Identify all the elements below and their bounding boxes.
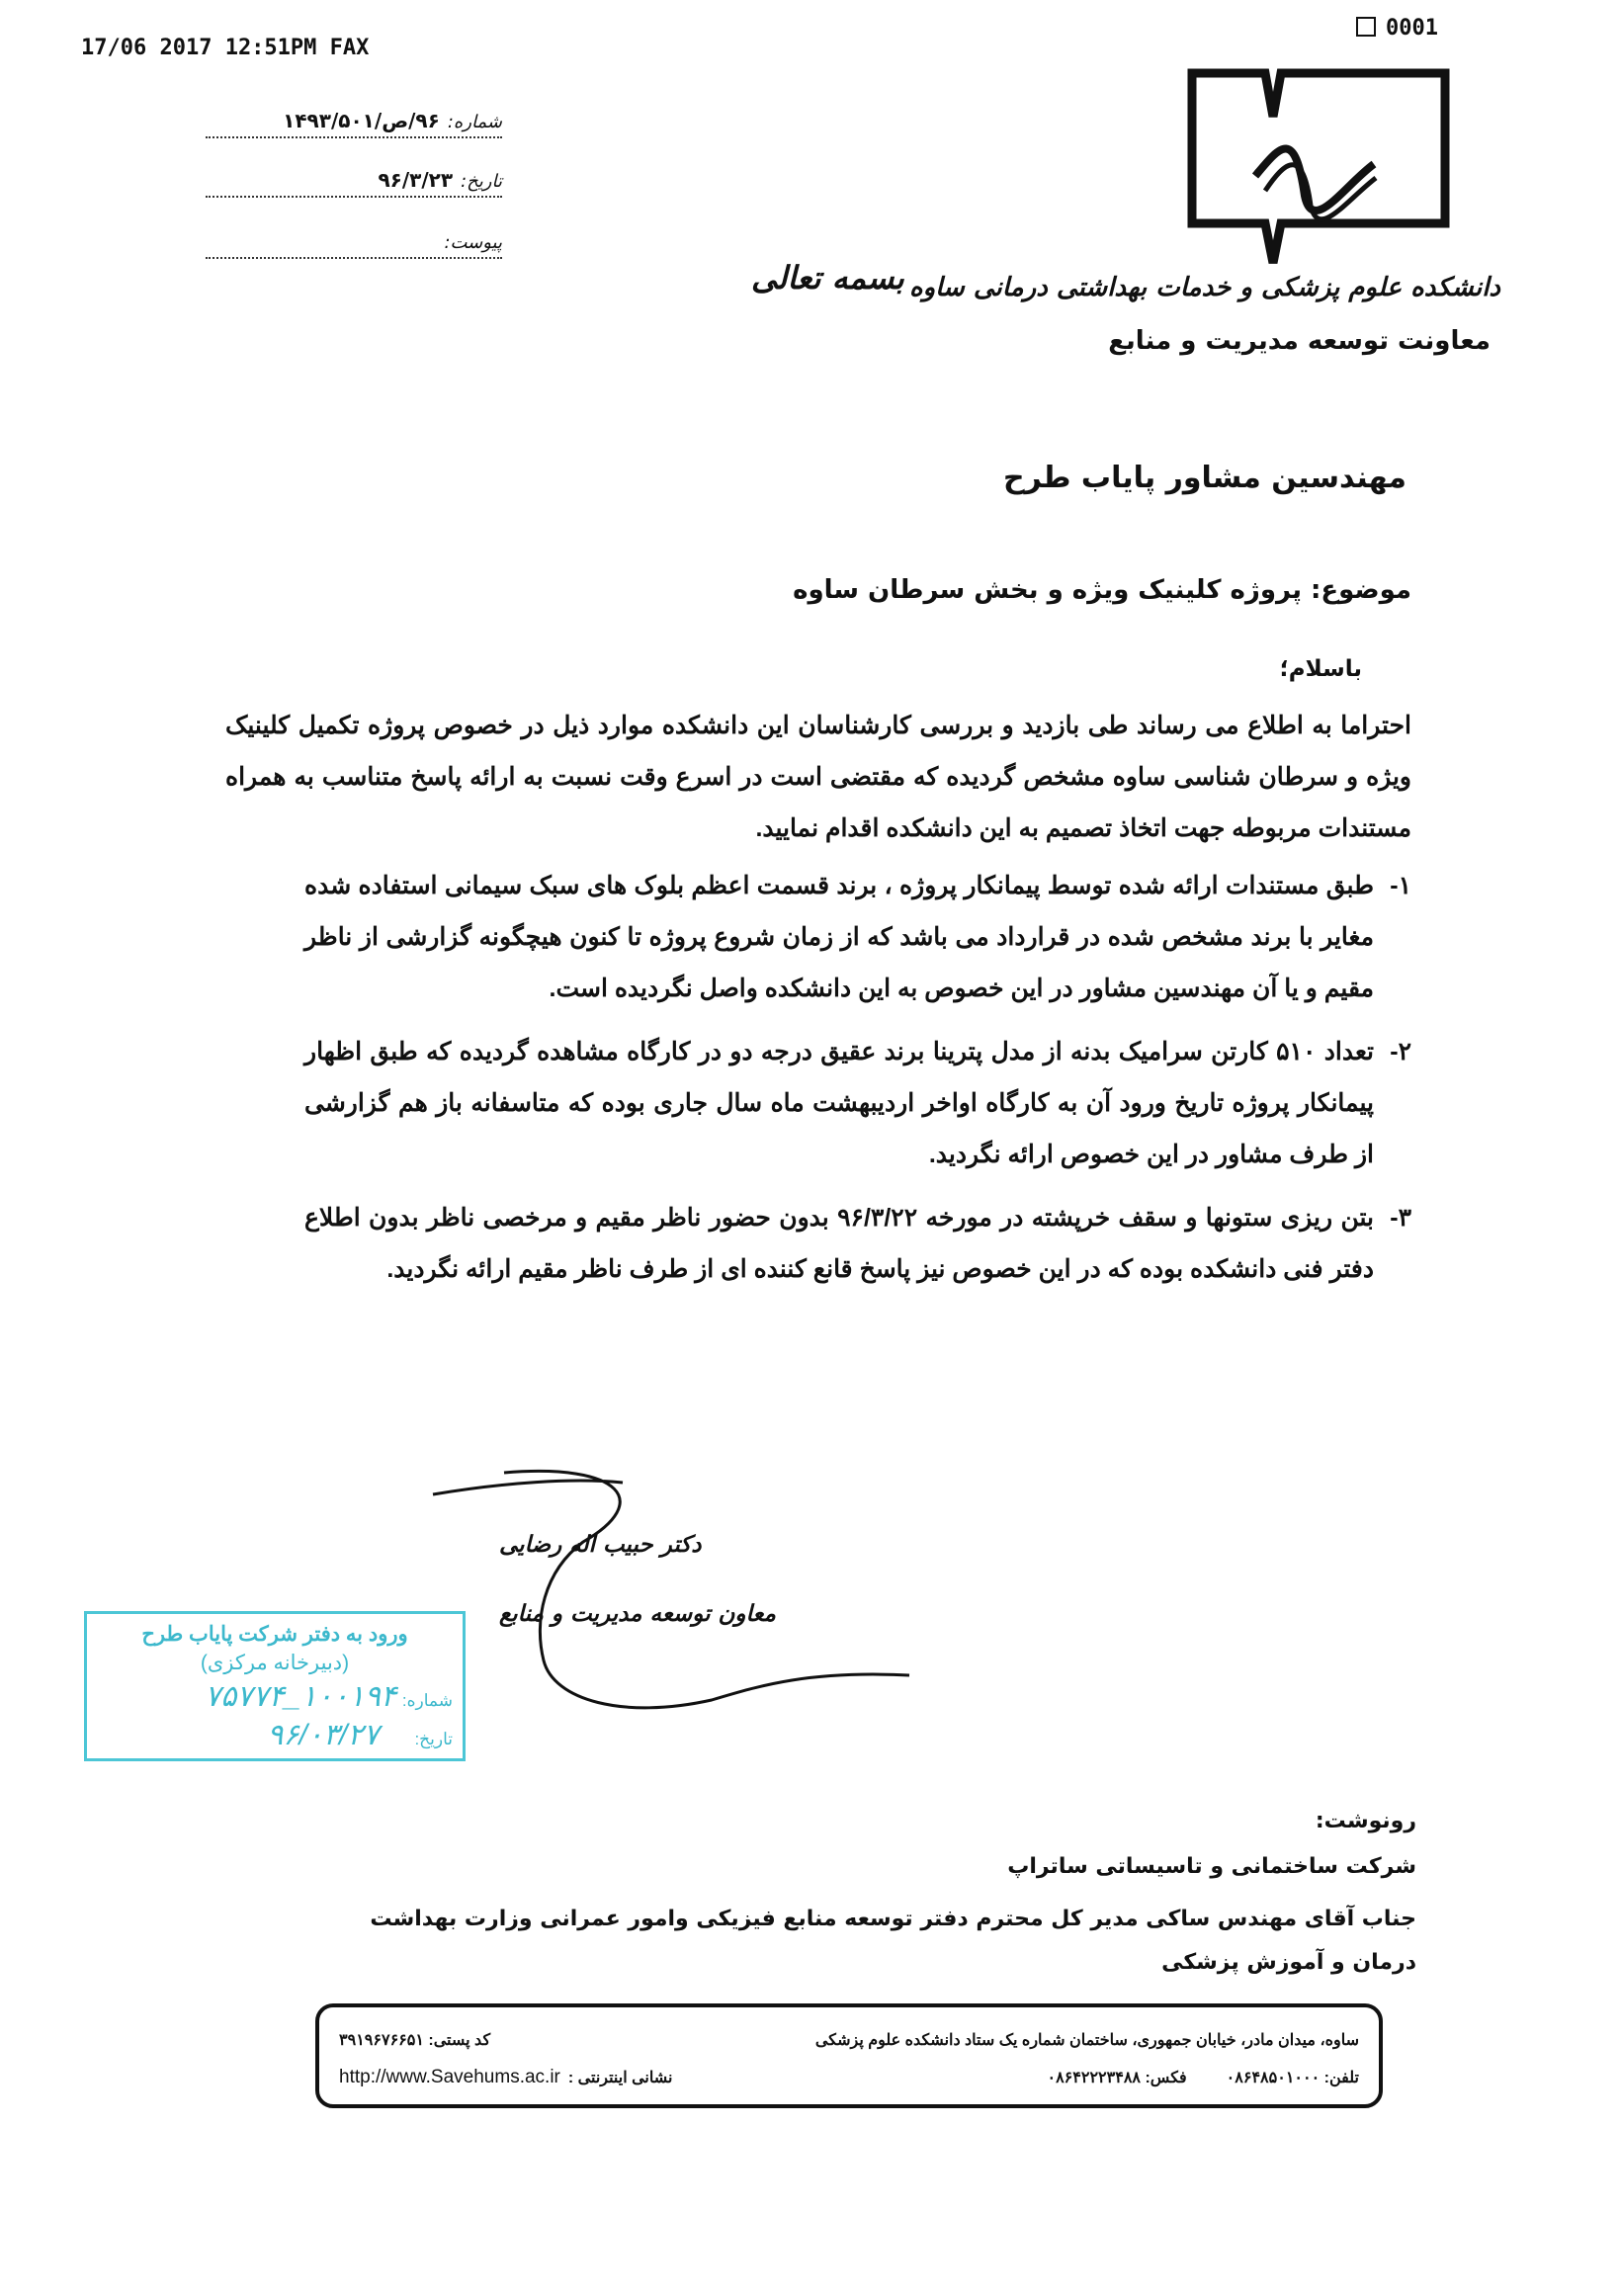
footer-address: ساوه، میدان مادر، خیابان جمهوری، ساختمان شماره یک ستاد دانشکده علوم پزشکی bbox=[814, 2032, 1359, 2049]
list-item bbox=[304, 1026, 1411, 1180]
number-label: شماره: bbox=[447, 112, 502, 132]
copy-recipient: شرکت ساختمانی و تاسیساتی ساتراپ bbox=[1007, 1854, 1416, 1879]
item-number: ۲- bbox=[1390, 1038, 1411, 1065]
stamp-line1: ورود به دفتر شرکت پایاب طرح bbox=[141, 1623, 408, 1646]
basmala: بسمه تعالی bbox=[751, 259, 904, 297]
footer-phone: تلفن: ۰۸۶۴۸۵۰۱۰۰۰ bbox=[1226, 2070, 1359, 2086]
checkbox-icon bbox=[1356, 17, 1376, 37]
date-value: ۹۶/۳/۲۳ bbox=[378, 168, 454, 192]
body-paragraph: احتراما به اطلاع می رساند طی بازدید و بررسی کارشناسان این دانشکده موارد ذیل در خصوص پروژه تکمیل کلینیک ویژه و سرطان شناسی ساوه مشخص گردیده که مقتضی است در اسرع وقت نسبت به ارائه پاسخ متناسب به همراه مستندات مربوطه جهت اتخاذ تصمیم به این دانشکده اقدام نمایید. bbox=[225, 712, 1411, 842]
list-item bbox=[304, 1192, 1411, 1295]
list-item bbox=[304, 860, 1411, 1014]
university-logo-icon bbox=[1186, 67, 1453, 265]
stamp-line2: (دبیرخانه مرکزی) bbox=[200, 1652, 350, 1674]
letter-date-field bbox=[206, 168, 502, 198]
item-number: ۱- bbox=[1390, 872, 1411, 899]
footer-website-link[interactable]: http://www.Savehums.ac.ir bbox=[339, 2067, 560, 2087]
date-label: تاریخ: bbox=[461, 171, 502, 192]
footer-fax: فکس: ۰۸۶۴۲۲۲۳۴۸۸ bbox=[1047, 2070, 1187, 2086]
received-stamp bbox=[84, 1611, 466, 1761]
footer-contact-box bbox=[315, 2003, 1383, 2108]
stamp-number-value: ۱۰۰۱۹۴_۷۵۷۷۴ bbox=[205, 1680, 397, 1713]
page-number: 0001 bbox=[1386, 16, 1438, 41]
copies-label: رونوشت: bbox=[1315, 1809, 1416, 1833]
fax-page-number bbox=[1356, 16, 1438, 41]
stamp-date-label: تاریخ: bbox=[414, 1730, 453, 1748]
department-name: معاونت توسعه مدیریت و منابع bbox=[1108, 326, 1491, 356]
salutation: باسلام؛ bbox=[1279, 656, 1362, 682]
item-text: تعداد ۵۱۰ کارتن سرامیک بدنه از مدل پترینا برند عقیق درجه دو در کارگاه مشاهده گردیده که طبق اظهار پیمانکار پروژه تاریخ ورود آن به کارگاه اواخر اردیبهشت ماه سال جاری بوده که متاسفانه باز هم گزارشی از طرف مشاور در این خصوص ارائه نگردید. bbox=[304, 1038, 1375, 1168]
attachment-label: پیوست: bbox=[444, 232, 502, 253]
attachment-field bbox=[206, 229, 502, 259]
stamp-number-label: شماره: bbox=[401, 1691, 453, 1710]
footer-postal-code: کد پستی: ۳۹۱۹۶۷۶۶۵۱ bbox=[339, 2032, 491, 2049]
subject-line: موضوع: پروژه کلینیک ویژه و بخش سرطان ساوه bbox=[793, 575, 1411, 605]
signatory-title: معاون توسعه مدیریت و منابع bbox=[499, 1601, 776, 1627]
signatory-name: دکتر حبیب اله رضایی bbox=[499, 1532, 702, 1558]
recipient-heading: مهندسین مشاور پایاب طرح bbox=[1002, 461, 1406, 495]
item-number: ۳- bbox=[1390, 1204, 1411, 1232]
fax-timestamp: 17/06 2017 12:51PM FAX bbox=[81, 36, 370, 60]
item-text: بتن ریزی ستونها و سقف خرپشته در مورخه ۹۶/۳/۲۲ بدون حضور ناظر مقیم و مرخصی ناظر بدون اطلاع دفتر فنی دانشکده بوده که در این خصوص نیز پاسخ قانع کننده ای از طرف ناظر مقیم ارائه نگردید. bbox=[304, 1204, 1374, 1283]
handwritten-signature-icon bbox=[425, 1463, 929, 1730]
letter-number-field bbox=[206, 109, 502, 138]
item-text: طبق مستندات ارائه شده توسط پیمانکار پروژه ، برند قسمت اعظم بلوک های سبک سیمانی استفاده شده مغایر با برند مشخص شده در قرارداد می باشد که از زمان شروع پروژه تا کنون هیچگونه گزارشی از ناظر مقیم و یا آن مهندسین مشاور در این خصوص به این دانشکده واصل نگردیده است. bbox=[304, 872, 1374, 1002]
footer-website-label: نشانی اینترنتی : bbox=[567, 2070, 673, 2086]
org-name: دانشکده علوم پزشکی و خدمات بهداشتی درمانی ساوه bbox=[908, 273, 1500, 302]
stamp-date-value: ۹۶/۰۳/۲۷ bbox=[267, 1719, 380, 1751]
letter-body bbox=[225, 700, 1411, 1307]
copy-recipient: جناب آقای مهندس ساکی مدیر کل محترم دفتر توسعه منابع فیزیکی وامور عمرانی وزارت بهداشت درمان و آموزش پزشکی bbox=[370, 1907, 1416, 1975]
number-value: ۹۶/ص/۱۴۹۳/۵۰۱ bbox=[283, 109, 440, 132]
